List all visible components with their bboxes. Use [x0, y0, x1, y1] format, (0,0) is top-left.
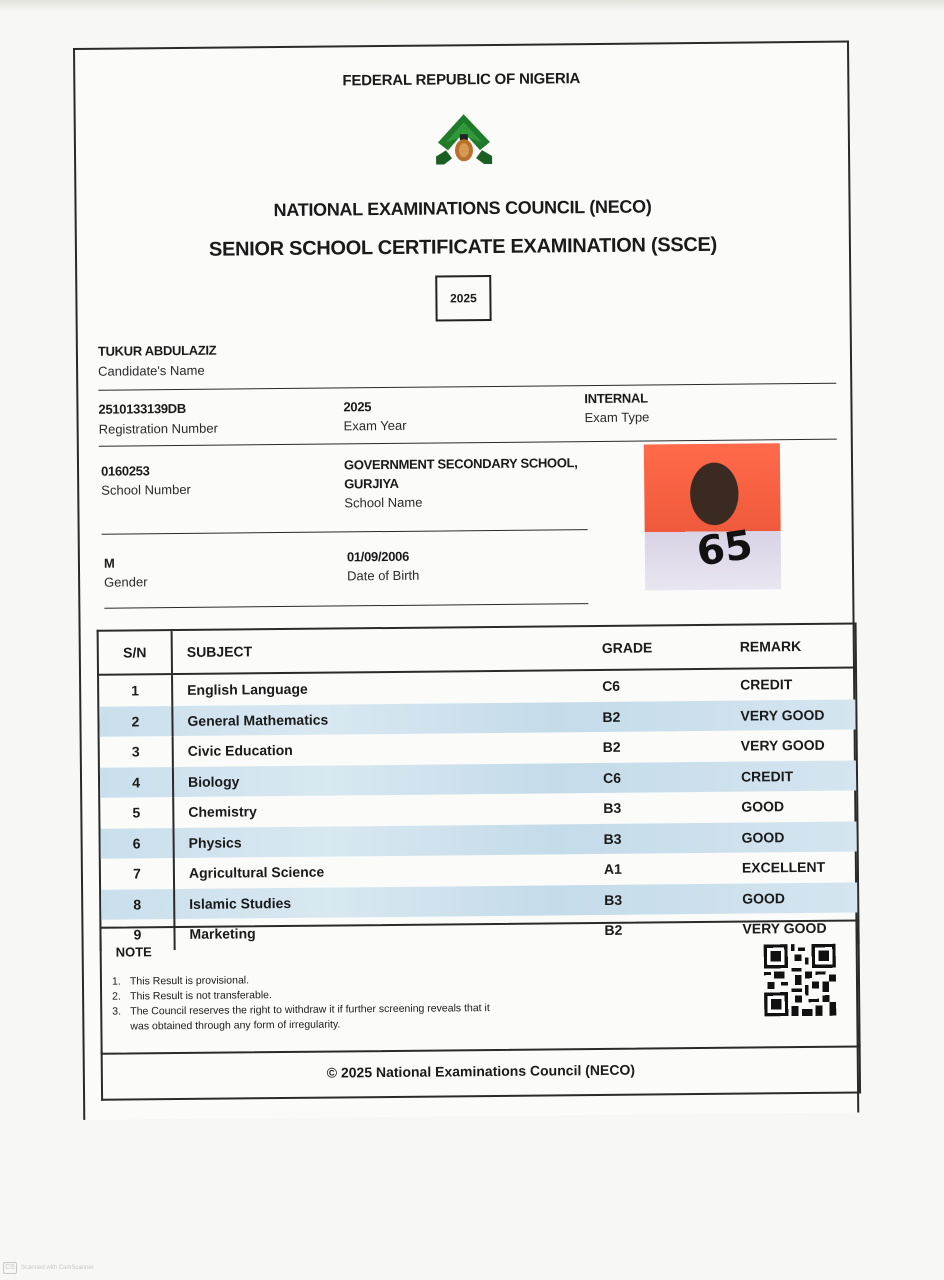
gender: M	[103, 555, 115, 571]
row-remark: GOOD	[741, 798, 785, 815]
note-number: 3.	[112, 1005, 122, 1018]
candidate-photo	[644, 443, 781, 590]
note-text: The Council reserves the right to withdraw it if further screening reveals that it was obtained through any form of irregularity.	[130, 1002, 490, 1033]
camscanner-logo: CS	[3, 1262, 17, 1274]
result-sheet	[73, 41, 859, 1120]
school-number-label: School Number	[101, 481, 191, 498]
row-subject: Physics	[188, 834, 242, 851]
results-table	[97, 623, 860, 951]
row-grade: C6	[602, 678, 621, 695]
note-number: 1.	[111, 975, 121, 988]
row-grade: B2	[604, 922, 623, 939]
row-sn: 1	[99, 675, 173, 706]
row-subject: Islamic Studies	[189, 894, 292, 912]
registration-number-label: Registration Number	[98, 420, 218, 437]
table-header-row	[99, 625, 855, 676]
row-sn: 7	[101, 858, 175, 889]
row-sn: 3	[100, 736, 174, 767]
row-remark: VERY GOOD	[742, 920, 827, 937]
date-of-birth-label: Date of Birth	[347, 567, 420, 584]
neco-crest-icon	[432, 112, 497, 169]
camscanner-watermark	[3, 1262, 94, 1274]
row-subject: Biology	[187, 773, 240, 790]
header-remark: REMARK	[739, 638, 802, 655]
copyright-footer: © 2025 National Examinations Council (NECO)	[101, 1043, 861, 1100]
school-name-line2: GURJIYA	[344, 475, 399, 492]
council-title: NATIONAL EXAMINATIONS COUNCIL (NECO)	[273, 196, 652, 221]
row-grade: B3	[603, 830, 622, 847]
country-title: FEDERAL REPUBLIC OF NIGERIA	[342, 70, 581, 90]
row-remark: VERY GOOD	[740, 706, 825, 724]
row-remark: EXCELLENT	[741, 859, 826, 876]
divider	[98, 383, 836, 391]
row-sn: 5	[100, 797, 174, 828]
registration-number: 2510133139DB	[98, 400, 187, 417]
divider	[104, 603, 588, 609]
row-grade: C6	[602, 769, 622, 786]
row-remark: CREDIT	[740, 676, 793, 693]
divider	[102, 529, 588, 535]
exam-type-label: Exam Type	[584, 409, 650, 426]
school-name-label: School Name	[344, 494, 423, 511]
row-remark: VERY GOOD	[740, 737, 825, 754]
row-sn: 8	[101, 889, 175, 920]
row-subject: General Mathematics	[187, 711, 329, 729]
note-text: This Result is not transferable.	[130, 989, 272, 1003]
row-remark: CREDIT	[740, 767, 794, 785]
candidate-name: TUKUR ABDULAZIZ	[97, 342, 217, 359]
row-subject: Marketing	[189, 925, 256, 943]
note-list	[112, 971, 511, 1035]
note-title: NOTE	[115, 944, 152, 960]
row-grade: B2	[602, 739, 621, 756]
note-item	[112, 1001, 510, 1035]
school-name-line1: GOVERNMENT SECONDARY SCHOOL,	[343, 455, 578, 473]
date-of-birth: 01/09/2006	[346, 548, 410, 565]
row-subject: Chemistry	[188, 803, 257, 821]
header-grade: GRADE	[601, 639, 653, 656]
note-text: This Result is provisional.	[129, 974, 250, 988]
row-sn: 9	[101, 919, 175, 950]
school-number: 0160253	[100, 463, 150, 479]
row-remark: GOOD	[741, 828, 785, 846]
row-grade: A1	[603, 861, 622, 878]
exam-type: INTERNAL	[584, 390, 648, 407]
page-edge	[0, 0, 944, 12]
row-subject: Civic Education	[187, 742, 293, 760]
row-grade: B2	[602, 708, 621, 725]
camscanner-text: Scanned with CamScanner	[21, 1265, 94, 1271]
row-sn: 2	[99, 706, 173, 737]
exam-year: 2025	[343, 399, 372, 415]
note-section	[99, 919, 860, 1054]
candidate-name-label: Candidate's Name	[98, 362, 205, 379]
exam-year-box: 2025	[435, 275, 491, 322]
row-remark: GOOD	[742, 889, 786, 907]
note-number: 2.	[112, 990, 121, 1003]
row-sn: 4	[100, 767, 174, 798]
row-subject: English Language	[187, 681, 308, 699]
exam-title: SENIOR SCHOOL CERTIFICATE EXAMINATION (SSCE)	[208, 233, 717, 261]
exam-year-label: Exam Year	[343, 417, 407, 434]
gender-label: Gender	[104, 574, 148, 590]
photo-handwritten-number: 65	[693, 521, 756, 576]
row-grade: B3	[603, 800, 622, 817]
header-sn: S/N	[99, 631, 173, 674]
header-subject: SUBJECT	[186, 643, 253, 660]
row-grade: B3	[604, 891, 623, 908]
row-subject: Agricultural Science	[188, 863, 325, 882]
row-sn: 6	[100, 828, 174, 859]
qr-code-icon	[764, 944, 837, 1017]
